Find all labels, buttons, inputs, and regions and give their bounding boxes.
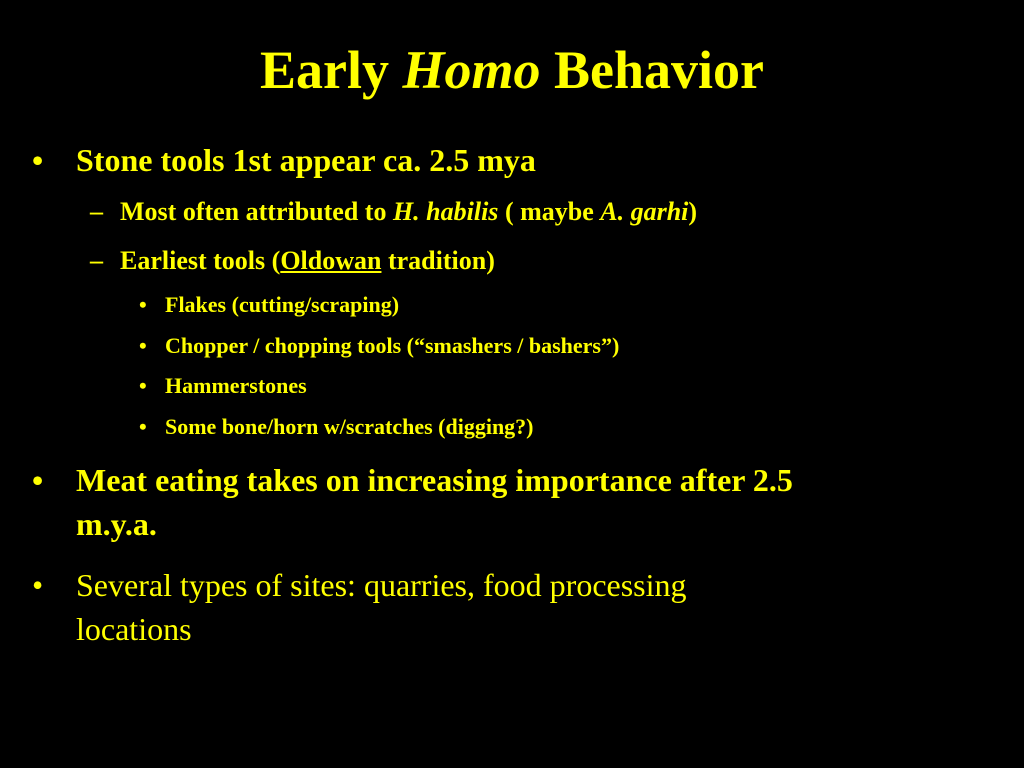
bullet-marker: •	[139, 292, 147, 317]
subbullet-text-part: Most often attributed to	[120, 197, 393, 226]
subbullet-text-part: tradition)	[381, 246, 495, 275]
species-a-garhi: A. garhi	[600, 197, 689, 226]
bullet-stone-tools	[32, 138, 536, 182]
bullet-marker: •	[139, 373, 147, 398]
title-text-homo: Homo	[402, 40, 541, 100]
bullet-marker: •	[32, 142, 44, 178]
tool-item-flakes	[139, 290, 400, 320]
bullet-meat-eating	[32, 458, 793, 546]
subbullet-text-part: Earliest tools (	[120, 246, 281, 275]
bullet-marker: •	[32, 567, 44, 603]
bullet-text: Stone tools 1st appear ca. 2.5 mya	[76, 142, 536, 178]
tool-item-text: Some bone/horn w/scratches (digging?)	[165, 414, 534, 439]
subbullet-attributed	[90, 194, 698, 230]
bullet-text-line: locations	[76, 611, 192, 647]
oldowan-term: Oldowan	[280, 246, 382, 275]
subbullet-earliest-tools	[90, 243, 495, 279]
bullet-marker: •	[139, 333, 147, 358]
bullet-site-types	[32, 563, 687, 651]
dash-marker: –	[90, 246, 103, 275]
tool-item-bone-horn	[139, 412, 534, 442]
subbullet-text-part: )	[688, 197, 698, 226]
tool-item-text: Flakes (cutting/scraping)	[165, 292, 400, 317]
tool-item-text: Hammerstones	[165, 373, 307, 398]
dash-marker: –	[90, 197, 103, 226]
subbullet-text-part: ( maybe	[498, 197, 601, 226]
species-h-habilis: H. habilis	[392, 197, 499, 226]
bullet-marker: •	[139, 414, 147, 439]
tool-item-text: Chopper / chopping tools (“smashers / bashers”)	[165, 333, 620, 358]
bullet-text-line: Several types of sites: quarries, food processing	[76, 567, 687, 603]
bullet-text-line: Meat eating takes on increasing importance after 2.5	[76, 462, 793, 498]
tool-item-hammerstones	[139, 371, 307, 401]
tool-item-chopper	[139, 331, 620, 361]
bullet-text-line: m.y.a.	[76, 506, 157, 542]
bullet-marker: •	[32, 462, 44, 498]
slide-title	[0, 38, 1024, 102]
title-text-behavior: Behavior	[554, 40, 764, 100]
title-text-early: Early	[259, 40, 389, 100]
